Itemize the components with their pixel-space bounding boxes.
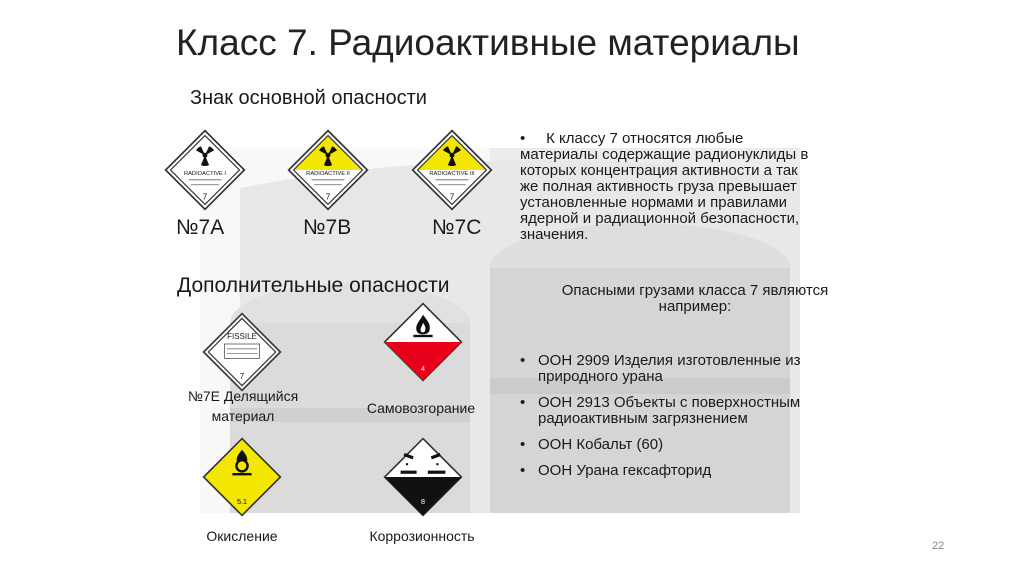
radioactive-ii-sign xyxy=(287,129,369,211)
label-7a: №7A xyxy=(176,216,225,239)
spontaneous-combustion-sign xyxy=(383,302,463,382)
list-item: • ООН 2913 Объекты с поверхностным радиоактивным загрязнением xyxy=(520,394,801,427)
slide-title: Класс 7. Радиоактивные материалы xyxy=(176,22,800,63)
fissile-sign xyxy=(202,312,282,392)
list-item: • ООН Урана гексафторид xyxy=(520,462,712,479)
class-number: 7 xyxy=(202,192,208,202)
sign-text: RADIOACTIVE III xyxy=(429,170,475,177)
class-number: 5.1 xyxy=(237,497,247,507)
additional-hazard-heading: Дополнительные опасности xyxy=(177,274,450,297)
oxidizer-sign xyxy=(202,437,282,517)
class-number: 4 xyxy=(421,363,425,373)
caption-corrosion: Коррозионность xyxy=(369,528,475,544)
class-number: 7 xyxy=(325,192,331,202)
caption-fissile: №7E Делящийся материал xyxy=(187,388,299,424)
caption-self-ignition: Самовозгорание xyxy=(366,400,476,416)
sign-text: RADIOACTIVE II xyxy=(306,170,350,177)
class-number: 7 xyxy=(239,372,245,382)
class-number: 7 xyxy=(449,192,455,202)
radioactive-iii-sign xyxy=(411,129,493,211)
class-number: 8 xyxy=(421,497,425,507)
caption-oxidation: Окисление xyxy=(206,528,278,544)
list-item: • ООН 2909 Изделия изготовленные из природного урана xyxy=(520,352,801,385)
examples-heading: Опасными грузами класса 7 являются например: xyxy=(561,282,829,315)
radioactive-i-sign xyxy=(164,129,246,211)
examples-list xyxy=(520,353,870,479)
sign-text: RADIOACTIVE I xyxy=(183,170,227,177)
label-7b: №7B xyxy=(303,216,352,239)
fissile-icon: FISSILE xyxy=(227,332,257,342)
intro-paragraph: • К классу 7 относятся любые материалы содержащие радионуклиды в которых концентрация активности а так же полная активность груза превышает установленные нормами и правилами ядерной и радиационной безопасности, значения. xyxy=(520,130,809,243)
list-item: • ООН Кобальт (60) xyxy=(520,436,664,453)
label-7c: №7C xyxy=(432,216,482,239)
main-hazard-heading: Знак основной опасности xyxy=(190,87,427,109)
page-number: 22 xyxy=(932,540,945,552)
corrosive-sign xyxy=(383,437,463,517)
